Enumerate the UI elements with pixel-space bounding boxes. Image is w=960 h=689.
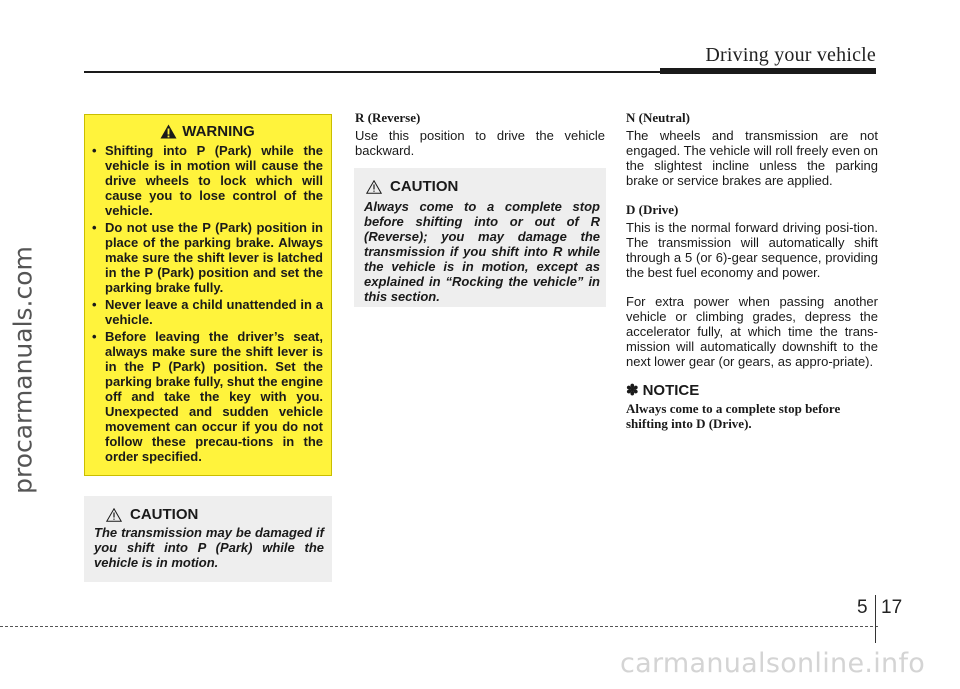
warning-item: • Before leaving the driver’s seat, always make sure the shift lever is in the P (Park) position. Set the parking brake fully, shut the engine off and take the key with you. Unexpected and sudden vehicle movement can occur if you do not follow these precau-tions in the order specified.	[92, 329, 323, 464]
notice-text: Always come to a complete stop before shifting into D (Drive).	[626, 401, 841, 431]
neutral-text: The wheels and transmission are not engaged. The vehicle will roll freely even on the slightest incline unless the parking brake or service brakes are applied.	[626, 128, 878, 188]
reverse-title: R (Reverse)	[355, 110, 421, 125]
warning-triangle-icon	[160, 124, 177, 139]
drive-text-2: For extra power when passing another vehicle or climbing grades, depress the accelerator fully, at which time the trans-mission will automatically downshift to the next lower gear (or gears, as appro-priate).	[626, 294, 878, 369]
caution-reverse-title: CAUTION	[390, 178, 459, 195]
notice-star-icon: ✽	[626, 382, 639, 399]
notice-title: NOTICE	[642, 382, 700, 399]
warning-title: WARNING	[182, 123, 255, 140]
footer-rule	[0, 626, 878, 627]
drive-text-1: This is the normal forward driving posi-tion. The transmission will automatically shift through a 5 (or 6)-gear sequence, providing the best fuel economy and power.	[626, 220, 878, 280]
column-reverse	[355, 110, 605, 172]
side-watermark-text: procarmanuals.com	[8, 246, 38, 494]
footer-watermark: carmanualsonline.info	[620, 648, 926, 679]
warning-box	[84, 114, 332, 476]
caution-reverse-box	[354, 168, 606, 307]
caution-reverse-text: Always come to a complete stop before shifting into or out of R (Reverse); you may damage the transmission if you shift into R while the vehicle is in motion, except as explained in “Rocking the vehicle” in this section.	[364, 199, 600, 304]
caution-triangle-icon	[366, 180, 382, 194]
header-rule-accent	[660, 68, 876, 74]
warning-list	[92, 143, 323, 464]
caution-park-box	[84, 496, 332, 582]
column-neutral-drive	[626, 110, 878, 431]
caution-reverse-heading	[366, 178, 600, 195]
warning-heading	[92, 123, 323, 140]
chapter-number: 5	[857, 597, 868, 618]
warning-item: • Shifting into P (Park) while the vehicle is in motion will cause the drive wheels to lock which will cause you to lose control of the vehicle.	[92, 143, 323, 218]
page-number-separator	[875, 595, 876, 643]
caution-triangle-icon	[106, 508, 122, 522]
caution-park-heading	[106, 506, 324, 523]
warning-item: • Never leave a child unattended in a vehicle.	[92, 297, 323, 327]
drive-title: D (Drive)	[626, 202, 679, 217]
page-number: 17	[881, 597, 903, 618]
header-rule	[84, 71, 660, 73]
notice-heading	[626, 383, 878, 398]
reverse-text: Use this position to drive the vehicle backward.	[355, 128, 605, 158]
running-header: Driving your vehicle	[705, 44, 876, 66]
caution-park-title: CAUTION	[130, 506, 199, 523]
side-watermark	[6, 220, 40, 520]
warning-item: • Do not use the P (Park) position in place of the parking brake. Always make sure the shift lever is latched in the P (Park) position and set the parking brake fully.	[92, 220, 323, 295]
neutral-title: N (Neutral)	[626, 110, 690, 125]
caution-park-text: The transmission may be damaged if you shift into P (Park) while the vehicle is in motion.	[94, 525, 324, 570]
